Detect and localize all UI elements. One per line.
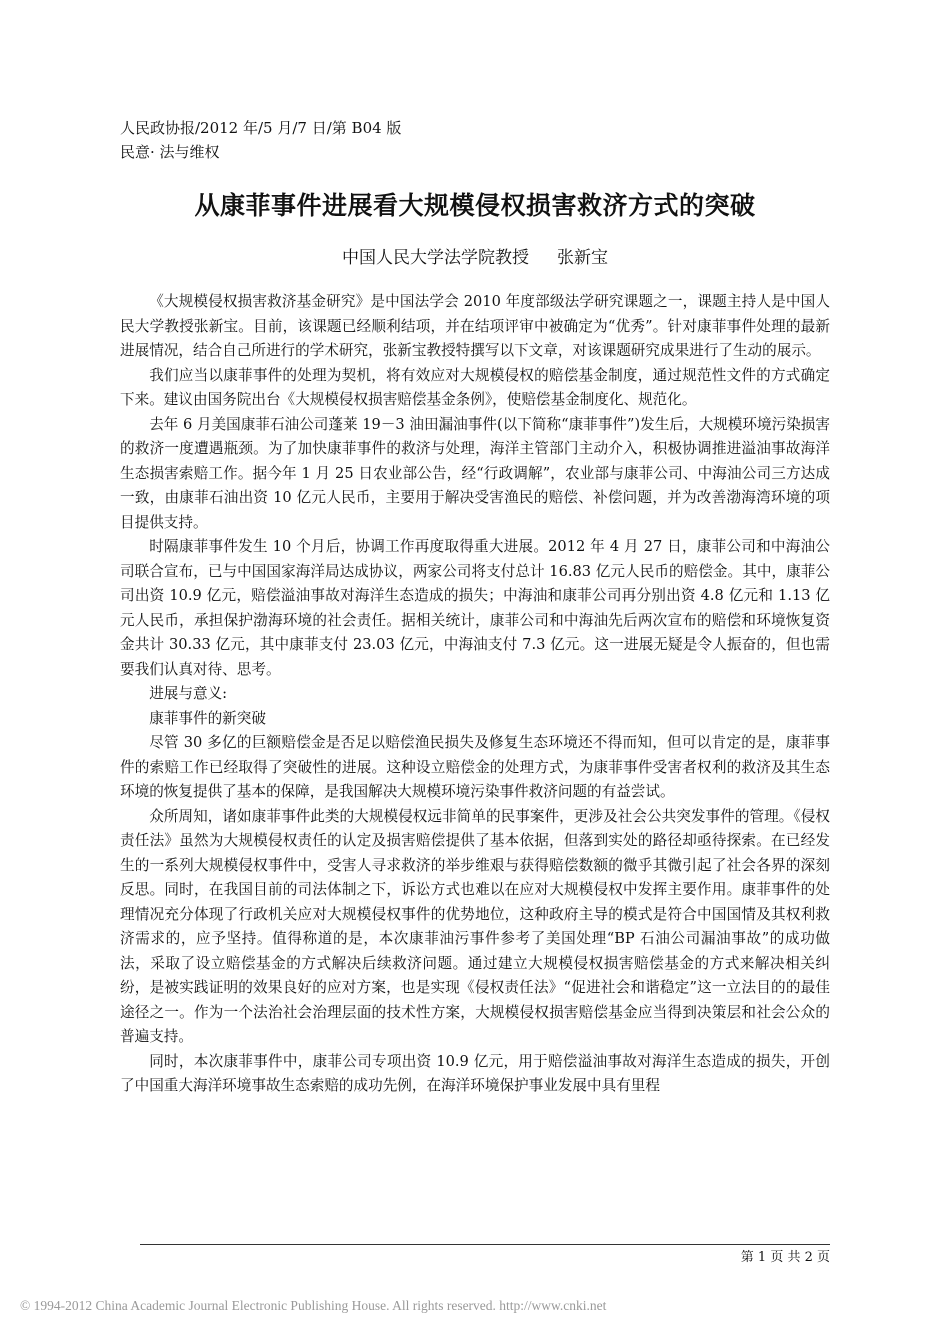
paragraph: 众所周知，诸如康菲事件此类的大规模侵权远非简单的民事案件，更涉及社会公共突发事件的管理。《侵权责任法》虽然为大规模侵权责任的认定及损害赔偿提供了基本依据，但落到实处的路径却亟待探索。在已经发生的一系列大规模侵权事件中，受害人寻求救济的举步维艰与获得赔偿数额的微乎其微引起了社会各界的深刻反思。同时，在我国目前的司法体制之下，诉讼方式也难以在应对大规模侵权中发挥主要作用。康菲事件的处理情况充分体现了行政机关应对大规模侵权事件的优势地位，这种政府主导的模式是符合中国国情及其权利救济需求的，应予坚持。值得称道的是，本次康菲油污事件参考了美国处理“BP 石油公司漏油事故”的成功做法，采取了设立赔偿基金的方式解决后续救济问题。通过建立大规模侵权损害赔偿基金的方式来解决相关纠纷，是被实践证明的效果良好的应对方案，也是实现《侵权责任法》“促进社会和谐稳定”这一立法目的的最佳途径之一。作为一个法治社会治理层面的技术性方案，大规模侵权损害赔偿基金应当得到决策层和社会公众的普遍支持。: [120, 807, 830, 1045]
article-body: [120, 290, 830, 1099]
footer-divider: [140, 1244, 830, 1245]
paragraph: 我们应当以康菲事件的处理为契机，将有效应对大规模侵权的赔偿基金制度，通过规范性文件的方式确定下来。建议由国务院出台《大规模侵权损害赔偿基金条例》，使赔偿基金制度化、规范化。: [120, 366, 830, 408]
paragraph: 去年 6 月美国康菲石油公司蓬莱 19－3 油田漏油事件(以下简称“康菲事件”)发生后，大规模环境污染损害的救济一度遭遇瓶颈。为了加快康菲事件的救济与处理，海洋主管部门主动介入，积极协调推进溢油事故海洋生态损害索赔工作。据今年 1 月 25 日农业部公告，经“行政调解”，农业部与康菲公司、中海油公司三方达成一致，由康菲石油出资 10 亿元人民币，主要用于解决受害渔民的赔偿、补偿问题，并为改善渤海湾环境的项目提供支持。: [120, 415, 830, 531]
byline-author: 张新宝: [557, 248, 608, 268]
paragraph: 《大规模侵权损害救济基金研究》是中国法学会 2010 年度部级法学研究课题之一，课题主持人是中国人民大学教授张新宝。目前，该课题已经顺利结项，并在结项评审中被确定为“优秀”。针对康菲事件处理的最新进展情况，结合自己所进行的学术研究，张新宝教授特撰写以下文章，对该课题研究成果进行了生动的展示。: [120, 293, 830, 359]
page-number: 第 1 页 共 2 页: [740, 1250, 830, 1265]
paragraph: 尽管 30 多亿的巨额赔偿金是否足以赔偿渔民损失及修复生态环境还不得而知，但可以肯定的是，康菲事件的索赔工作已经取得了突破性的进展。这种设立赔偿金的处理方式，为康菲事件受害者权利的救济及其生态环境的恢复提供了基本的保障，是我国解决大规模环境污染事件救济问题的有益尝试。: [120, 734, 830, 800]
column-line: 民意· 法与维权: [120, 143, 220, 161]
section-subheading: 康菲事件的新突破: [149, 709, 266, 727]
section-heading: 进展与意义:: [149, 685, 228, 702]
copyright-notice: © 1994-2012 China Academic Journal Electronic Publishing House. All rights reserved. http://www.cnki.net: [20, 1298, 607, 1313]
paragraph: 同时，本次康菲事件中，康菲公司专项出资 10.9 亿元，用于赔偿溢油事故对海洋生态造成的损失，开创了中国重大海洋环境事故生态索赔的成功先例，在海洋环境保护事业发展中具有里程: [120, 1052, 830, 1094]
article-title: 从康菲事件进展看大规模侵权损害救济方式的突破: [194, 191, 756, 220]
byline: [120, 244, 830, 272]
paragraph: 时隔康菲事件发生 10 个月后，协调工作再度取得重大进展。2012 年 4 月 27 日，康菲公司和中海油公司联合宣布，已与中国国家海洋局达成协议，两家公司将支付总计 16.83 亿元人民币的赔偿金。其中，康菲公司出资 10.9 亿元，赔偿溢油事故对海洋生态造成的损失；中海油和康菲公司再分别出资 4.8 亿元和 1.13 亿元人民币，承担保护渤海环境的社会责任。据相关统计，康菲公司和中海油先后两次宣布的赔偿和环境恢复资金共计 30.33 亿元，其中康菲支付 23.03 亿元，中海油支付 7.3 亿元。这一进展无疑是令人振奋的，但也需要我们认真对待、思考。: [120, 538, 830, 678]
byline-affiliation: 中国人民大学法学院教授: [342, 248, 529, 268]
source-line: 人民政协报/2012 年/5 月/7 日/第 B04 版: [120, 119, 402, 137]
